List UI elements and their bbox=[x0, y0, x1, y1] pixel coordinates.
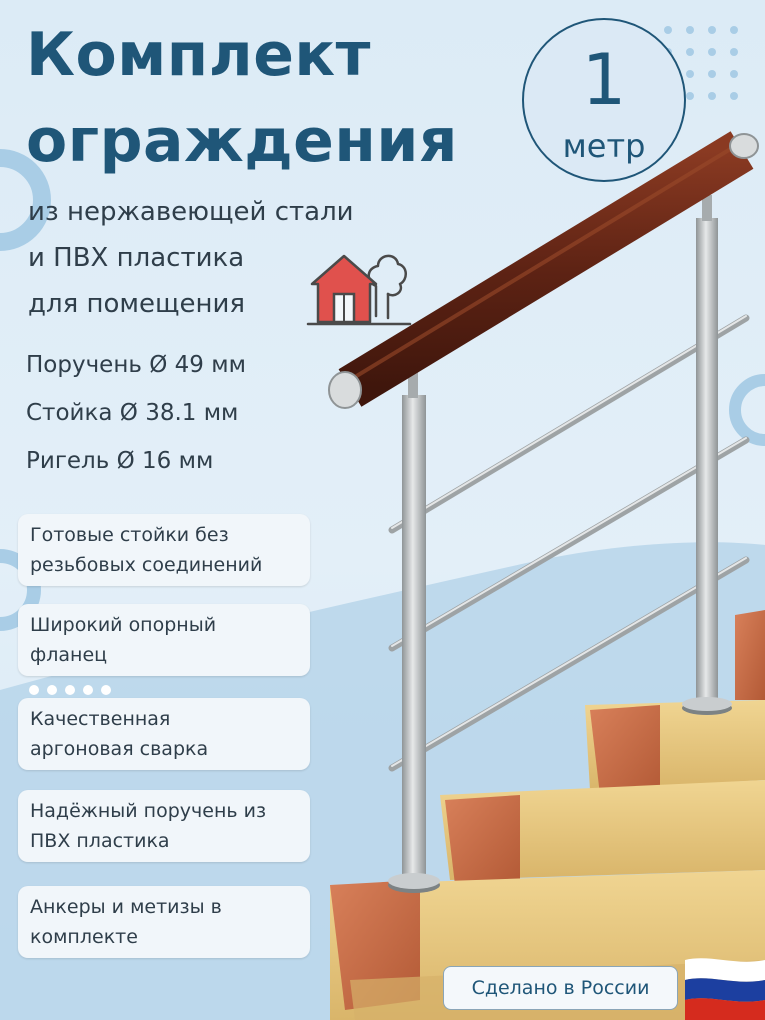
spec-handrail: Поручень Ø 49 мм bbox=[26, 352, 246, 378]
russia-flag-icon bbox=[685, 956, 765, 1020]
title-line-1: Комплект bbox=[26, 20, 371, 90]
feature-line: Надёжный поручень из bbox=[30, 800, 267, 822]
feature-line: комплекте bbox=[30, 926, 138, 948]
feature-line: Широкий опорный bbox=[30, 614, 217, 636]
feature-pvc-handrail bbox=[18, 790, 310, 862]
feature-line: Анкеры и метизы в bbox=[30, 896, 222, 918]
feature-line: фланец bbox=[30, 644, 108, 666]
page-title bbox=[26, 12, 458, 184]
house-icon bbox=[306, 246, 412, 330]
title-line-2: ограждения bbox=[26, 106, 458, 176]
feature-line: Готовые стойки без bbox=[30, 524, 229, 546]
badge-unit: метр bbox=[562, 127, 646, 165]
feature-argon-welding bbox=[18, 698, 310, 770]
badge-number: 1 bbox=[581, 39, 627, 121]
made-in-russia-badge: Сделано в России bbox=[443, 966, 678, 1010]
feature-line: ПВХ пластика bbox=[30, 830, 170, 852]
feature-line: резьбовых соединений bbox=[30, 554, 263, 576]
feature-line: аргоновая сварка bbox=[30, 738, 209, 760]
feature-wide-flange bbox=[18, 604, 310, 676]
subtitle-line-3: для помещения bbox=[28, 289, 246, 319]
subtitle-line-2: и ПВХ пластика bbox=[28, 243, 245, 273]
spec-rigel: Ригель Ø 16 мм bbox=[26, 448, 214, 474]
length-badge bbox=[522, 18, 686, 182]
feature-line: Качественная bbox=[30, 708, 171, 730]
feature-anchors bbox=[18, 886, 310, 958]
subtitle-line-1: из нержавеющей стали bbox=[28, 197, 354, 227]
spec-post: Стойка Ø 38.1 мм bbox=[26, 400, 239, 426]
feature-ready-posts bbox=[18, 514, 310, 586]
